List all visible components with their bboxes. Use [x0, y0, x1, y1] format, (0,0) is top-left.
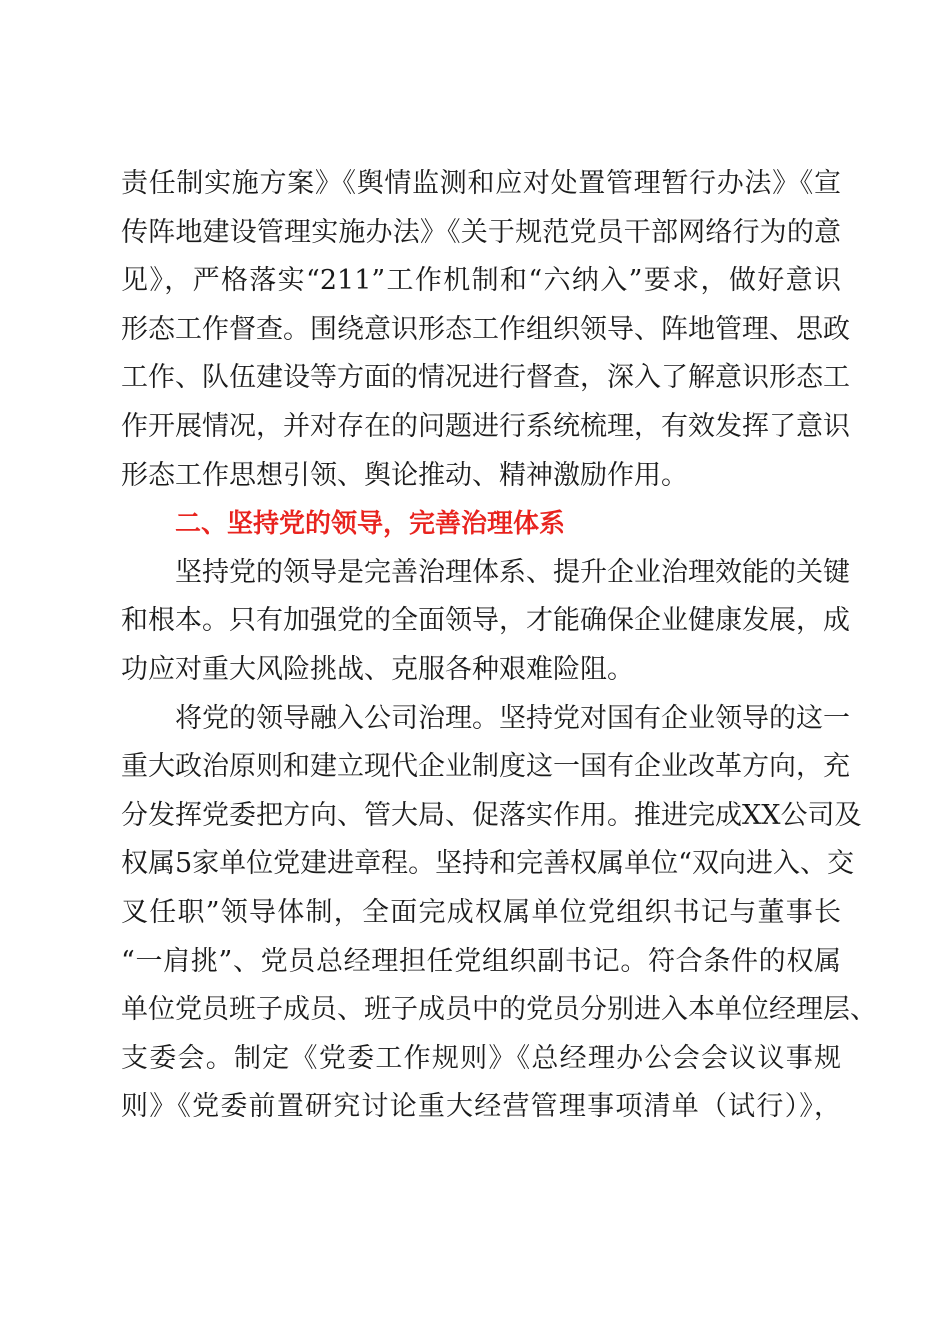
text-line: 分发挥党委把方向、管大局、促落实作用。推进完成XX公司及 — [121, 799, 862, 831]
text-line: 叉任职”领导体制，全面完成权属单位党组织书记与董事长 — [121, 896, 841, 928]
paragraph-ideology-supervision — [121, 160, 850, 500]
text-line: 作开展情况，并对存在的问题进行系统梳理，有效发挥了意识 — [121, 410, 850, 442]
text-line: 和根本。只有加强党的全面领导，才能确保企业健康发展，成 — [121, 605, 850, 637]
text-line: 单位党员班子成员、班子成员中的党员分别进入本单位经理层、 — [121, 994, 877, 1026]
section-heading: 二、坚持党的领导，完善治理体系 — [175, 509, 566, 540]
text-line: 工作、队伍建设等方面的情况进行督查，深入了解意识形态工 — [121, 362, 850, 394]
text-line: 权属5家单位党建进章程。坚持和完善权属单位“双向进入、交 — [121, 848, 854, 880]
paragraph-corporate-governance — [121, 695, 877, 1132]
text-line: 功应对重大风险挑战、克服各种艰难险阻。 — [121, 653, 634, 685]
text-line: 见》，严格落实“211”工作机制和“六纳入”要求，做好意识 — [121, 265, 841, 297]
text-line: 将党的领导融入公司治理。坚持党对国有企业领导的这一 — [175, 702, 850, 734]
text-line: 传阵地建设管理实施办法》《关于规范党员干部网络行为的意 — [121, 216, 841, 248]
text-line: 则》《党委前置研究讨论重大经营管理事项清单（试行）》， — [121, 1091, 841, 1123]
text-line: 重大政治原则和建立现代企业制度这一国有企业改革方向，充 — [121, 751, 850, 783]
text-line: 责任制实施方案》《舆情监测和应对处置管理暂行办法》《宣 — [121, 168, 841, 199]
paragraph-party-leadership — [121, 549, 850, 695]
text-line: “一肩挑”、党员总经理担任党组织副书记。符合条件的权属 — [121, 945, 841, 977]
text-line: 支委会。制定《党委工作规则》《总经理办公会会议议事规 — [121, 1042, 841, 1074]
text-line: 坚持党的领导是完善治理体系、提升企业治理效能的关键 — [175, 556, 850, 588]
text-line: 形态工作督查。围绕意识形态工作组织领导、阵地管理、思政 — [121, 313, 850, 345]
text-line: 形态工作思想引领、舆论推动、精神激励作用。 — [121, 459, 688, 491]
document-body — [121, 160, 877, 1132]
